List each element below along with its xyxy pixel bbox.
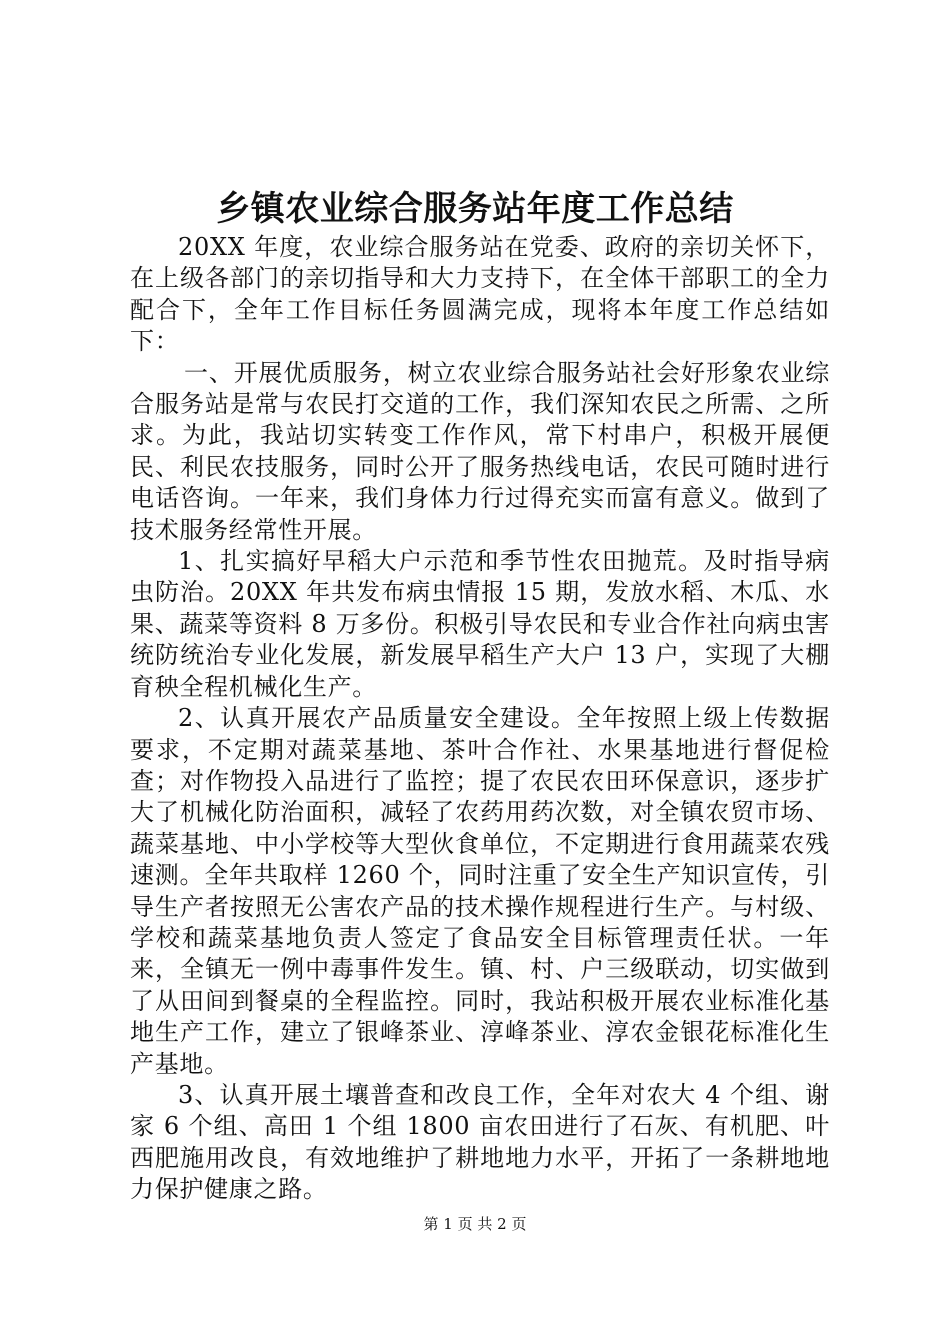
paragraph-item-2: 2、认真开展农产品质量安全建设。全年按照上级上传数据要求，不定期对蔬菜基地、茶叶合作社、水果基地进行督促检查；对作物投入品进行了监控；提了农民农田环保意识，逐步扩大了机械化防治面积，减轻了农药用药次数，对全镇农贸市场、蔬菜基地、中小学校等大型伙食单位，不定期进行食用蔬菜农残速测。全年共取样 1260 个，同时注重了安全生产知识宣传，引导生产者按照无公害农产品的技术操作规程进行生产。与村级、学校和蔬菜基地负责人签定了食品安全目标管理责任状。一年来，全镇无一例中毒事件发生。镇、村、户三级联动，切实做到了从田间到餐桌的全程监控。同时，我站积极开展农业标准化基地生产工作，建立了银峰茶业、淳峰茶业、淳农金银花标准化生产基地。 [130, 704, 830, 1078]
document-body [130, 232, 830, 1206]
paragraph-item-1: 1、扎实搞好早稻大户示范和季节性农田抛荒。及时指导病虫防治。20XX 年共发布病虫情报 15 期，发放水稻、木瓜、水果、蔬菜等资料 8 万多份。积极引导农民和专业合作社向病虫害统防统治专业化发展，新发展早稻生产大户 13 户，实现了大棚育秧全程机械化生产。 [130, 547, 830, 701]
page-number-footer: 第 1 页 共 2 页 [423, 1215, 527, 1233]
document-title: 乡镇农业综合服务站年度工作总结 [216, 189, 734, 229]
paragraph-item-3: 3、认真开展土壤普查和改良工作，全年对农大 4 个组、谢家 6 个组、高田 1 个组 1800 亩农田进行了石灰、有机肥、叶西肥施用改良，有效地维护了耕地地力水平，开拓了一条耕地地力保护健康之路。 [130, 1080, 830, 1204]
paragraph-intro: 20XX 年度，农业综合服务站在党委、政府的亲切关怀下，在上级各部门的亲切指导和大力支持下，在全体干部职工的全力配合下，全年工作目标任务圆满完成，现将本年度工作总结如下： [130, 233, 830, 356]
paragraph-section-1: 一、开展优质服务，树立农业综合服务站社会好形象农业综合服务站是常与农民打交道的工作，我们深知农民之所需、之所求。为此，我站切实转变工作作风，常下村串户，积极开展便民、利民农技服务，同时公开了服务热线电话，农民可随时进行电话咨询。一年来，我们身体力行过得充实而富有意义。做到了技术服务经常性开展。 [130, 358, 830, 544]
